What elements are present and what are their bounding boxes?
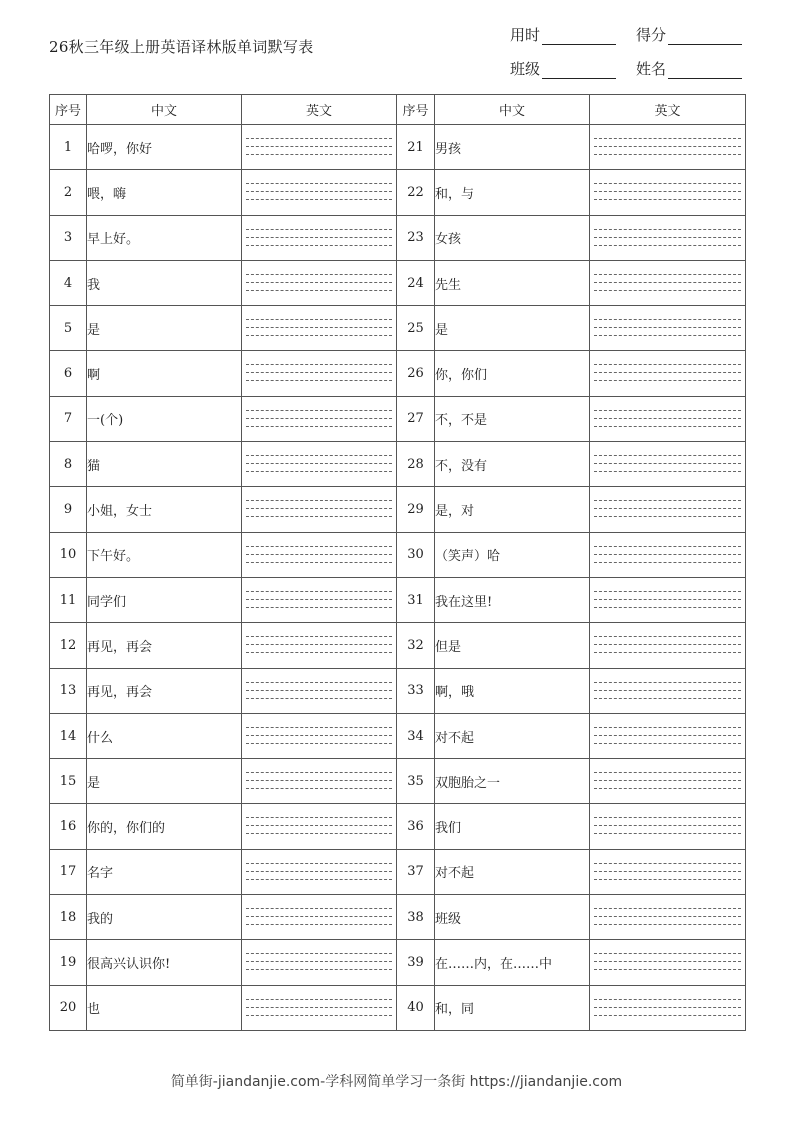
- chinese-word: 我的: [87, 895, 242, 940]
- chinese-word: 双胞胎之一: [435, 759, 590, 804]
- writing-guide-line: [246, 319, 392, 320]
- writing-guide-line: [594, 599, 741, 600]
- item-number: 23: [397, 215, 435, 260]
- writing-guide-line: [246, 410, 392, 411]
- writing-guide-line: [594, 146, 741, 147]
- english-answer-field[interactable]: [590, 895, 746, 940]
- english-answer-field[interactable]: [590, 713, 746, 758]
- writing-guide-line: [594, 154, 741, 155]
- english-answer-field[interactable]: [242, 442, 397, 487]
- writing-guide-line: [594, 245, 741, 246]
- writing-guide-line: [594, 916, 741, 917]
- english-answer-field[interactable]: [590, 260, 746, 305]
- header-num-left: 序号: [50, 95, 87, 125]
- chinese-word: 但是: [435, 623, 590, 668]
- writing-guide-line: [594, 516, 741, 517]
- writing-guide-line: [246, 554, 392, 555]
- item-number: 34: [397, 713, 435, 758]
- item-number: 3: [50, 215, 87, 260]
- writing-guide-line: [246, 863, 392, 864]
- table-row: [50, 895, 746, 940]
- writing-guide-line: [246, 508, 392, 509]
- english-answer-field[interactable]: [242, 623, 397, 668]
- chinese-word: 不，不是: [435, 396, 590, 441]
- writing-guide-line: [246, 229, 392, 230]
- writing-guide-line: [246, 245, 392, 246]
- writing-guide-line: [594, 652, 741, 653]
- english-answer-field[interactable]: [590, 442, 746, 487]
- class-label: 班级: [510, 60, 541, 78]
- writing-guide-line: [246, 961, 392, 962]
- writing-guide-line: [594, 1015, 741, 1016]
- writing-guide-line: [246, 274, 392, 275]
- writing-guide-line: [246, 1015, 392, 1016]
- chinese-word: 一(个): [87, 396, 242, 441]
- english-answer-field[interactable]: [590, 487, 746, 532]
- item-number: 9: [50, 487, 87, 532]
- chinese-word: 是: [87, 306, 242, 351]
- writing-guide-line: [594, 471, 741, 472]
- item-number: 6: [50, 351, 87, 396]
- chinese-word: 也: [87, 985, 242, 1030]
- name-blank[interactable]: [668, 62, 742, 79]
- writing-guide-line: [246, 183, 392, 184]
- table-row: [50, 487, 746, 532]
- time-field[interactable]: [510, 24, 616, 45]
- table-row: [50, 804, 746, 849]
- header-en-left: 英文: [242, 95, 397, 125]
- writing-guide-line: [594, 455, 741, 456]
- english-answer-field[interactable]: [590, 623, 746, 668]
- writing-guide-line: [246, 879, 392, 880]
- writing-guide-line: [594, 833, 741, 834]
- writing-guide-line: [594, 727, 741, 728]
- writing-guide-line: [246, 652, 392, 653]
- writing-guide-line: [246, 682, 392, 683]
- writing-guide-line: [594, 237, 741, 238]
- writing-guide-line: [246, 599, 392, 600]
- writing-guide-line: [246, 418, 392, 419]
- writing-guide-line: [594, 319, 741, 320]
- item-number: 38: [397, 895, 435, 940]
- table-row: [50, 849, 746, 894]
- writing-guide-line: [594, 591, 741, 592]
- item-number: 11: [50, 577, 87, 622]
- chinese-word: 我在这里!: [435, 577, 590, 622]
- writing-guide-line: [246, 591, 392, 592]
- english-answer-field[interactable]: [590, 351, 746, 396]
- table-row: [50, 985, 746, 1030]
- item-number: 28: [397, 442, 435, 487]
- item-number: 24: [397, 260, 435, 305]
- writing-guide-line: [246, 335, 392, 336]
- writing-guide-line: [594, 546, 741, 547]
- score-blank[interactable]: [668, 28, 742, 45]
- item-number: 16: [50, 804, 87, 849]
- item-number: 7: [50, 396, 87, 441]
- english-answer-field[interactable]: [590, 804, 746, 849]
- chinese-word: 在……内，在……中: [435, 940, 590, 985]
- writing-guide-line: [594, 274, 741, 275]
- table-row: [50, 532, 746, 577]
- writing-guide-line: [246, 735, 392, 736]
- name-label: 姓名: [636, 60, 667, 78]
- english-answer-field[interactable]: [242, 985, 397, 1030]
- writing-guide-line: [594, 969, 741, 970]
- english-answer-field[interactable]: [590, 940, 746, 985]
- item-number: 20: [50, 985, 87, 1030]
- chinese-word: 对不起: [435, 849, 590, 894]
- writing-guide-line: [246, 426, 392, 427]
- class-blank[interactable]: [542, 62, 616, 79]
- english-answer-field[interactable]: [242, 532, 397, 577]
- chinese-word: 我: [87, 260, 242, 305]
- writing-guide-line: [246, 154, 392, 155]
- writing-guide-line: [594, 871, 741, 872]
- writing-guide-line: [246, 191, 392, 192]
- class-field[interactable]: [510, 58, 616, 79]
- writing-guide-line: [246, 290, 392, 291]
- writing-guide-line: [246, 364, 392, 365]
- writing-guide-line: [594, 1007, 741, 1008]
- english-answer-field[interactable]: [242, 351, 397, 396]
- writing-guide-line: [594, 879, 741, 880]
- english-answer-field[interactable]: [242, 260, 397, 305]
- item-number: 2: [50, 170, 87, 215]
- chinese-word: 猫: [87, 442, 242, 487]
- writing-guide-line: [594, 138, 741, 139]
- header-cn-right: 中文: [435, 95, 590, 125]
- table-row: [50, 215, 746, 260]
- writing-guide-line: [246, 463, 392, 464]
- english-answer-field[interactable]: [242, 215, 397, 260]
- chinese-word: 是: [87, 759, 242, 804]
- writing-guide-line: [594, 780, 741, 781]
- writing-guide-line: [594, 199, 741, 200]
- writing-guide-line: [246, 282, 392, 283]
- english-answer-field[interactable]: [242, 396, 397, 441]
- table-row: [50, 260, 746, 305]
- chinese-word: 再见，再会: [87, 623, 242, 668]
- english-answer-field[interactable]: [590, 215, 746, 260]
- item-number: 40: [397, 985, 435, 1030]
- writing-guide-line: [594, 788, 741, 789]
- writing-guide-line: [594, 772, 741, 773]
- item-number: 31: [397, 577, 435, 622]
- writing-guide-line: [594, 335, 741, 336]
- table-row: [50, 713, 746, 758]
- item-number: 10: [50, 532, 87, 577]
- table-row: [50, 351, 746, 396]
- english-answer-field[interactable]: [242, 577, 397, 622]
- writing-guide-line: [594, 364, 741, 365]
- writing-guide-line: [594, 961, 741, 962]
- writing-guide-line: [246, 327, 392, 328]
- item-number: 33: [397, 668, 435, 713]
- english-answer-field[interactable]: [590, 170, 746, 215]
- item-number: 22: [397, 170, 435, 215]
- chinese-word: 对不起: [435, 713, 590, 758]
- worksheet-title: 26秋三年级上册英语译林版单词默写表: [49, 38, 314, 56]
- chinese-word: 和，同: [435, 985, 590, 1030]
- item-number: 18: [50, 895, 87, 940]
- chinese-word: 同学们: [87, 577, 242, 622]
- english-answer-field[interactable]: [242, 940, 397, 985]
- writing-guide-line: [246, 953, 392, 954]
- chinese-word: 是，对: [435, 487, 590, 532]
- header-cn-left: 中文: [87, 95, 242, 125]
- writing-guide-line: [246, 871, 392, 872]
- writing-guide-line: [246, 833, 392, 834]
- writing-guide-line: [594, 690, 741, 691]
- writing-guide-line: [594, 554, 741, 555]
- writing-guide-line: [594, 290, 741, 291]
- table-row: [50, 442, 746, 487]
- table-row: [50, 125, 746, 170]
- writing-guide-line: [246, 743, 392, 744]
- writing-guide-line: [246, 146, 392, 147]
- english-answer-field[interactable]: [242, 713, 397, 758]
- writing-guide-line: [246, 999, 392, 1000]
- item-number: 30: [397, 532, 435, 577]
- writing-guide-line: [246, 138, 392, 139]
- writing-guide-line: [246, 969, 392, 970]
- writing-guide-line: [246, 516, 392, 517]
- writing-guide-line: [246, 788, 392, 789]
- writing-guide-line: [246, 372, 392, 373]
- header-en-right: 英文: [590, 95, 746, 125]
- writing-guide-line: [246, 698, 392, 699]
- writing-guide-line: [246, 780, 392, 781]
- item-number: 29: [397, 487, 435, 532]
- writing-guide-line: [594, 372, 741, 373]
- english-answer-field[interactable]: [242, 306, 397, 351]
- writing-guide-line: [246, 237, 392, 238]
- chinese-word: 班级: [435, 895, 590, 940]
- chinese-word: 男孩: [435, 125, 590, 170]
- writing-guide-line: [594, 327, 741, 328]
- time-blank[interactable]: [542, 28, 616, 45]
- item-number: 15: [50, 759, 87, 804]
- writing-guide-line: [594, 508, 741, 509]
- item-number: 8: [50, 442, 87, 487]
- writing-guide-line: [246, 380, 392, 381]
- writing-guide-line: [594, 735, 741, 736]
- item-number: 4: [50, 260, 87, 305]
- item-number: 17: [50, 849, 87, 894]
- writing-guide-line: [246, 636, 392, 637]
- writing-guide-line: [594, 282, 741, 283]
- writing-guide-line: [246, 916, 392, 917]
- chinese-word: 不，没有: [435, 442, 590, 487]
- writing-guide-line: [246, 546, 392, 547]
- english-answer-field[interactable]: [590, 577, 746, 622]
- chinese-word: 啊: [87, 351, 242, 396]
- writing-guide-line: [246, 772, 392, 773]
- name-field[interactable]: [636, 58, 742, 79]
- chinese-word: 和，与: [435, 170, 590, 215]
- writing-guide-line: [594, 698, 741, 699]
- writing-guide-line: [594, 183, 741, 184]
- writing-guide-line: [246, 908, 392, 909]
- chinese-word: （笑声）哈: [435, 532, 590, 577]
- writing-guide-line: [594, 410, 741, 411]
- writing-guide-line: [594, 999, 741, 1000]
- writing-guide-line: [594, 817, 741, 818]
- writing-guide-line: [594, 644, 741, 645]
- writing-guide-line: [594, 924, 741, 925]
- writing-guide-line: [246, 817, 392, 818]
- item-number: 12: [50, 623, 87, 668]
- writing-guide-line: [594, 191, 741, 192]
- writing-guide-line: [594, 562, 741, 563]
- table-header-row: [50, 95, 746, 125]
- english-answer-field[interactable]: [242, 895, 397, 940]
- english-answer-field[interactable]: [590, 396, 746, 441]
- item-number: 36: [397, 804, 435, 849]
- writing-guide-line: [594, 463, 741, 464]
- chinese-word: 喂，嗨: [87, 170, 242, 215]
- item-number: 5: [50, 306, 87, 351]
- item-number: 14: [50, 713, 87, 758]
- english-answer-field[interactable]: [242, 804, 397, 849]
- chinese-word: 你的，你们的: [87, 804, 242, 849]
- english-answer-field[interactable]: [590, 125, 746, 170]
- writing-guide-line: [246, 471, 392, 472]
- english-answer-field[interactable]: [590, 985, 746, 1030]
- item-number: 37: [397, 849, 435, 894]
- writing-guide-line: [246, 1007, 392, 1008]
- writing-guide-line: [594, 426, 741, 427]
- english-answer-field[interactable]: [242, 125, 397, 170]
- writing-guide-line: [594, 500, 741, 501]
- item-number: 26: [397, 351, 435, 396]
- writing-guide-line: [246, 924, 392, 925]
- table-row: [50, 759, 746, 804]
- table-row: [50, 623, 746, 668]
- english-answer-field[interactable]: [242, 849, 397, 894]
- writing-guide-line: [246, 500, 392, 501]
- writing-guide-line: [594, 380, 741, 381]
- chinese-word: 啊，哦: [435, 668, 590, 713]
- chinese-word: 是: [435, 306, 590, 351]
- english-answer-field[interactable]: [242, 487, 397, 532]
- writing-guide-line: [246, 562, 392, 563]
- table-row: [50, 170, 746, 215]
- chinese-word: 很高兴认识你!: [87, 940, 242, 985]
- chinese-word: 什么: [87, 713, 242, 758]
- english-answer-field[interactable]: [242, 668, 397, 713]
- score-label: 得分: [636, 26, 667, 44]
- table-row: [50, 940, 746, 985]
- writing-guide-line: [594, 908, 741, 909]
- writing-guide-line: [594, 418, 741, 419]
- writing-guide-line: [246, 455, 392, 456]
- item-number: 39: [397, 940, 435, 985]
- writing-guide-line: [594, 229, 741, 230]
- table-row: [50, 396, 746, 441]
- header-num-right: 序号: [397, 95, 435, 125]
- item-number: 21: [397, 125, 435, 170]
- writing-guide-line: [594, 607, 741, 608]
- english-answer-field[interactable]: [590, 532, 746, 577]
- chinese-word: 名字: [87, 849, 242, 894]
- writing-guide-line: [594, 636, 741, 637]
- chinese-word: 小姐，女士: [87, 487, 242, 532]
- item-number: 1: [50, 125, 87, 170]
- writing-guide-line: [246, 727, 392, 728]
- chinese-word: 先生: [435, 260, 590, 305]
- writing-guide-line: [594, 863, 741, 864]
- item-number: 19: [50, 940, 87, 985]
- chinese-word: 下午好。: [87, 532, 242, 577]
- chinese-word: 女孩: [435, 215, 590, 260]
- item-number: 13: [50, 668, 87, 713]
- time-label: 用时: [510, 26, 541, 44]
- item-number: 35: [397, 759, 435, 804]
- table-row: [50, 577, 746, 622]
- footer-watermark: 简单街-jiandanjie.com-学科网简单学习一条街 https://jiandanjie.com: [170, 1074, 623, 1090]
- writing-guide-line: [246, 199, 392, 200]
- english-answer-field[interactable]: [590, 759, 746, 804]
- table-row: [50, 668, 746, 713]
- item-number: 27: [397, 396, 435, 441]
- writing-guide-line: [594, 682, 741, 683]
- english-answer-field[interactable]: [590, 306, 746, 351]
- writing-guide-line: [594, 953, 741, 954]
- english-answer-field[interactable]: [242, 759, 397, 804]
- english-answer-field[interactable]: [590, 668, 746, 713]
- chinese-word: 早上好。: [87, 215, 242, 260]
- chinese-word: 我们: [435, 804, 590, 849]
- writing-guide-line: [246, 607, 392, 608]
- chinese-word: 再见，再会: [87, 668, 242, 713]
- item-number: 25: [397, 306, 435, 351]
- chinese-word: 哈啰，你好: [87, 125, 242, 170]
- english-answer-field[interactable]: [590, 849, 746, 894]
- vocabulary-table: [49, 94, 746, 1031]
- item-number: 32: [397, 623, 435, 668]
- chinese-word: 你，你们: [435, 351, 590, 396]
- writing-guide-line: [246, 825, 392, 826]
- score-field[interactable]: [636, 24, 742, 45]
- writing-guide-line: [594, 825, 741, 826]
- writing-guide-line: [246, 644, 392, 645]
- table-row: [50, 306, 746, 351]
- writing-guide-line: [594, 743, 741, 744]
- writing-guide-line: [246, 690, 392, 691]
- english-answer-field[interactable]: [242, 170, 397, 215]
